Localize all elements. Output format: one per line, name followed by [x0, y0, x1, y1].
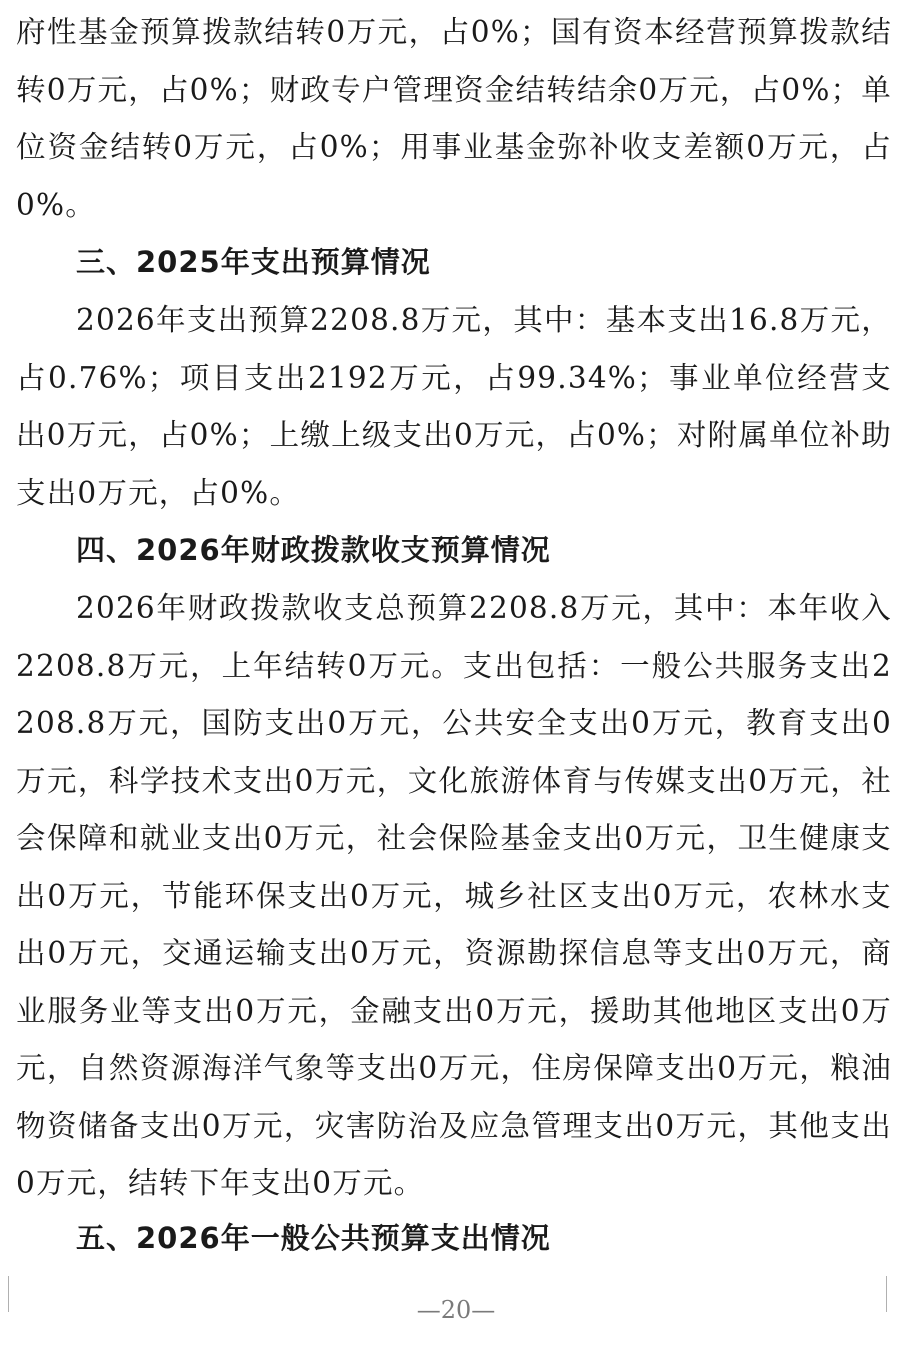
section-heading-general-public-budget: 五、2026年一般公共预算支出情况	[76, 1221, 551, 1255]
section-heading-fiscal-appropriation: 四、2026年财政拨款收支预算情况	[76, 533, 551, 567]
paragraph-fiscal-appropriation: 2026年财政拨款收支总预算2208.8万元，其中：本年收入2208.8万元，上年结转0万元。支出包括：一般公共服务支出2208.8万元，国防支出0万元，公共安全支出0万元，教育支出0万元，科学技术支出0万元，文化旅游体育与传媒支出0万元，社会保障和就业支出0万元，社会保险基金支出0万元，卫生健康支出0万元，节能环保支出0万元，城乡社区支出0万元，农林水支出0万元，交通运输支出0万元，资源勘探信息等支出0万元，商业服务业等支出0万元，金融支出0万元，援助其他地区支出0万元，自然资源海洋气象等支出0万元，住房保障支出0万元，粮油物资储备支出0万元，灾害防治及应急管理支出0万元，其他支出0万元，结转下年支出0万元。	[16, 591, 892, 1200]
page-number: —20—	[416, 1296, 496, 1324]
section-heading-expenditure-budget: 三、2025年支出预算情况	[76, 245, 431, 279]
paragraph-expenditure-budget: 2026年支出预算2208.8万元，其中：基本支出16.8万元，占0.76%；项目支出2192万元，占99.34%；事业单位经营支出0万元，占0%；上缴上级支出0万元，占0%；对附属单位补助支出0万元，占0%。	[16, 303, 892, 510]
paragraph-fund-carryover: 府性基金预算拨款结转0万元，占0%；国有资本经营预算拨款结转0万元，占0%；财政专户管理资金结转结余0万元，占0%；单位资金结转0万元，占0%；用事业基金弥补收支差额0万元，占0%。	[16, 15, 892, 222]
